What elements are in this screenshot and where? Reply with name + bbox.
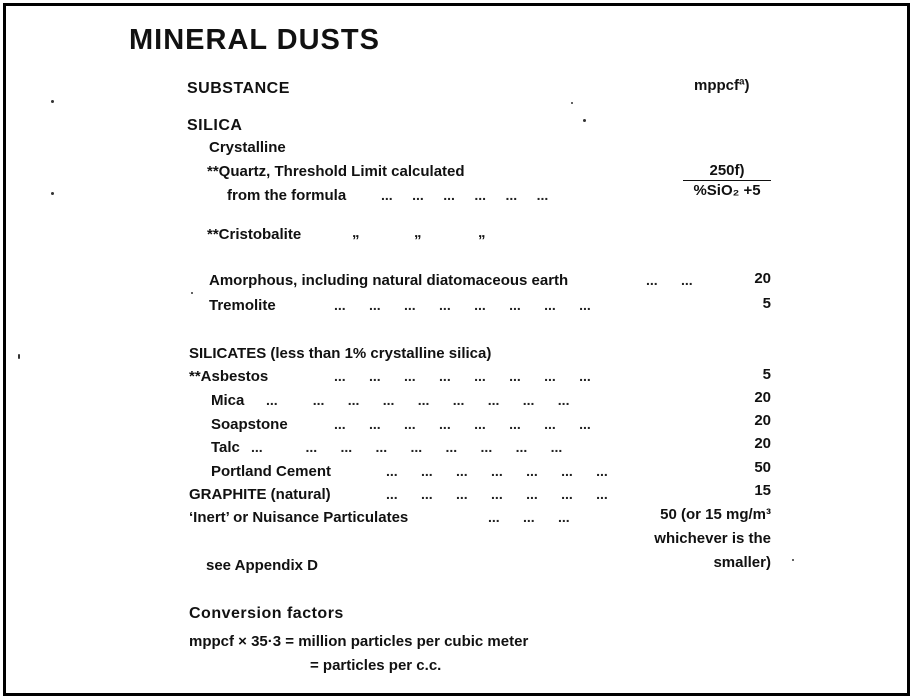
leader-dots: ... ... ... ... ... ... ... ... ... — [251, 439, 563, 455]
list-item-name: Talc — [211, 439, 240, 456]
section-heading-silica: SILICA — [187, 117, 243, 134]
conversion-line2: = particles per c.c. — [310, 657, 442, 674]
value-inert-line2: whichever is the — [654, 530, 771, 547]
leader-dots: ... ... ... ... ... ... ... ... ... — [266, 392, 570, 408]
formula-numerator: 250f) — [683, 162, 771, 181]
scan-speck — [571, 102, 573, 104]
quartz-formula — [683, 162, 771, 199]
leader-dots: ... ... ... ... ... ... ... — [386, 486, 608, 502]
column-header-substance: SUBSTANCE — [187, 80, 290, 97]
formula-denominator: %SiO₂ +5 — [693, 182, 761, 199]
list-item-name: Soapstone — [211, 416, 288, 433]
leader-dots: ... ... ... — [488, 509, 570, 525]
list-item-value: 50 — [754, 459, 771, 476]
section-heading-silicates: SILICATES (less than 1% crystalline silica) — [189, 345, 492, 362]
section-heading-conversion: Conversion factors — [189, 605, 344, 622]
leader-dots: ... ... ... ... ... ... ... — [386, 463, 608, 479]
list-item-value: 20 — [754, 389, 771, 406]
label-cristobalite: **Cristobalite — [207, 226, 302, 243]
conversion-line1: mppcf × 35·3 = million particles per cubic meter — [189, 633, 529, 650]
label-tremolite: Tremolite — [209, 297, 276, 314]
value-graphite: 15 — [754, 482, 771, 499]
list-item-name: Mica — [211, 392, 245, 409]
note-appendix: see Appendix D — [206, 557, 318, 574]
ditto-mark: „ — [414, 224, 422, 241]
leader-dots: ... ... ... ... ... ... ... ... — [334, 416, 591, 432]
value-inert-line3: smaller) — [713, 554, 771, 571]
value-amorphous: 20 — [754, 270, 771, 287]
label-inert: ‘Inert’ or Nuisance Particulates — [189, 509, 409, 526]
value-inert-line1: 50 (or 15 mg/m³ — [660, 506, 771, 523]
list-item-name: **Asbestos — [189, 368, 269, 385]
scan-speck — [191, 292, 193, 294]
ditto-mark: „ — [478, 224, 486, 241]
label-graphite: GRAPHITE (natural) — [189, 486, 331, 503]
scan-speck — [792, 559, 794, 561]
ditto-mark: „ — [352, 224, 360, 241]
leader-dots: ... ... ... ... ... ... ... ... — [334, 368, 591, 384]
label-quartz-line2: from the formula — [227, 187, 347, 204]
leader-dots: ... ... — [646, 272, 693, 288]
label-crystalline: Crystalline — [209, 139, 286, 156]
page-title: MINERAL DUSTS — [129, 24, 380, 56]
scan-speck — [583, 119, 586, 122]
scan-speck — [18, 354, 20, 359]
leader-dots: ... ... ... ... ... ... ... ... — [334, 297, 591, 313]
document-page — [3, 3, 910, 696]
list-item-name: Portland Cement — [211, 463, 332, 480]
label-amorphous: Amorphous, including natural diatomaceous earth — [209, 272, 569, 289]
list-item-value: 20 — [754, 435, 771, 452]
scan-speck — [51, 100, 54, 103]
value-tremolite: 5 — [762, 295, 771, 312]
list-item-value: 20 — [754, 412, 771, 429]
label-quartz-line1: **Quartz, Threshold Limit calculated — [207, 163, 465, 180]
column-header-unit: mppcfª) — [694, 77, 750, 94]
list-item-value: 5 — [762, 366, 771, 383]
leader-dots: ... ... ... ... ... ... — [381, 187, 549, 203]
scan-speck — [51, 192, 54, 195]
